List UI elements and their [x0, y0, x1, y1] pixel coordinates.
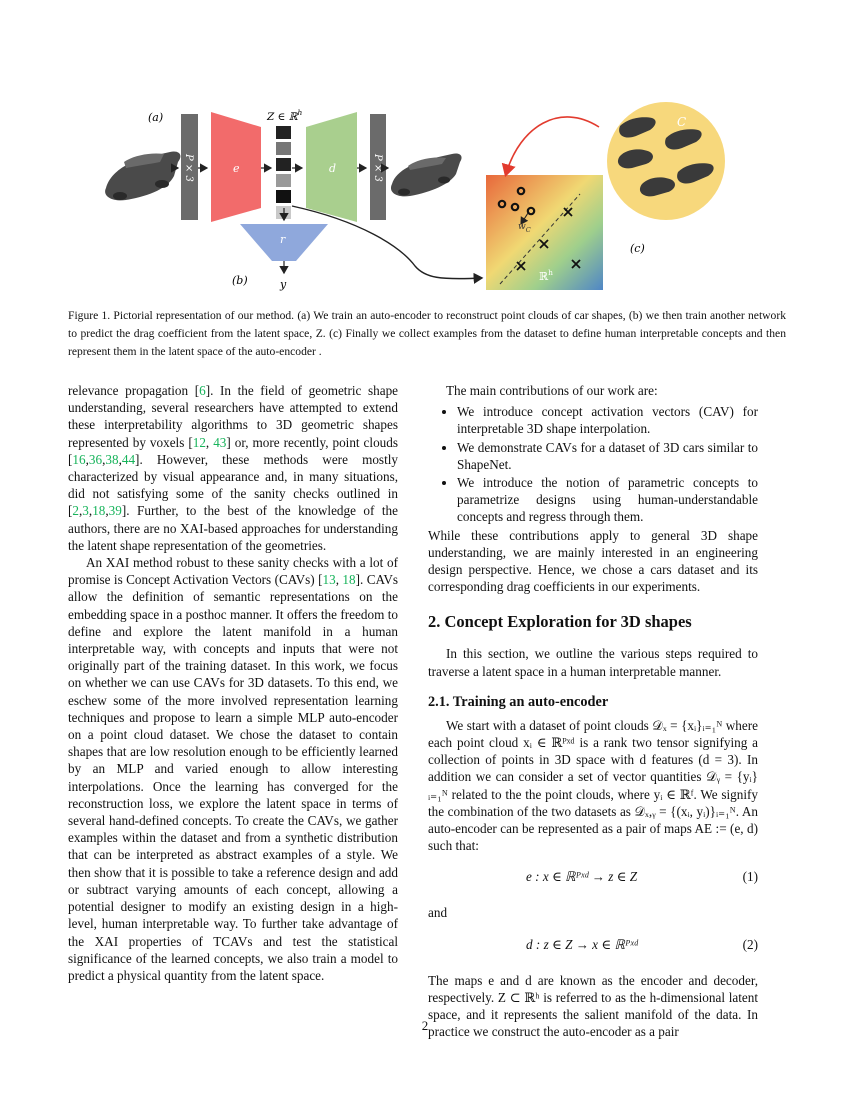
citation-link[interactable]: 6 [199, 383, 206, 398]
equation-number: (1) [742, 869, 758, 885]
contributions-outro: While these contributions apply to general 3D shape understanding, we are mainly interested in an engineering design perspective. Hence, we chose a cars dataset and its corresponding drag coefficients in our experiments. [428, 527, 758, 595]
figure-label-b: (b) [232, 274, 248, 287]
list-item: • We introduce the notion of parametric concepts to parametrize designs using human-understandable concepts and regress through them. [457, 474, 758, 526]
y-label: y [280, 278, 287, 291]
figure-label-a: (a) [148, 111, 164, 124]
paragraph-related-work: relevance propagation [6]. In the field of geometric shape understanding, several researchers have attempted to extend these interpretability algorithms to 3D geometric shapes represented by voxels [12, 43] or, more recently, point clouds [16,36,38,44]. However, these methods were mostly characterized by visual appearance and, in many situations, did not satisfying some of the sanity checks outlined in [2,3,18,39]. Further, to the best of the knowledge of the authors, there are no XAI-based approaches for understanding the latent shape representation of the geometries. [68, 383, 399, 553]
contributions-list [428, 403, 758, 525]
input-block-label: P × 3 [183, 154, 194, 182]
equation-2 [428, 936, 758, 958]
paragraph-training: We start with a dataset of point clouds 𝒟ₓ = {xᵢ}ᵢ₌₁ᴺ where each point cloud xᵢ ∈ ℝᴾˣᵈ is a rank two tensor signifying a collection of points in 3D space with d features (d = 3). In addition we can consider a set of vector quantities 𝒟ᵧ = {yᵢ}ᵢ₌₁ᴺ related to the the point clouds, where yᵢ ∈ ℝᶠ. We signify the combination of the two datasets as 𝒟ₓ,ᵧ = {(xᵢ, yᵢ)}ᵢ₌₁ᴺ. An auto-encoder can be represented as a pair of maps AE := (e, d) such that: [428, 717, 758, 854]
paragraph-maps: The maps e and d are known as the encoder and decoder, respectively. Z ⊂ ℝʰ is referred to as the h-dimensional latent space, and it represents the salient manifold of the data. In practice we construct the auto-encoder as a pair [428, 972, 758, 1040]
citation-link[interactable]: 44 [121, 451, 136, 467]
concept-vector-label: $w_C$ [518, 222, 531, 234]
encoder-label: e [233, 162, 240, 175]
section-heading: 2. Concept Exploration for 3D shapes [428, 612, 692, 632]
input-car-icon [105, 151, 180, 200]
citation-link[interactable]: 36 [88, 451, 103, 467]
method-figure [80, 96, 780, 296]
citation-link[interactable]: 43 [213, 434, 227, 450]
citation-link[interactable]: 16 [72, 451, 86, 467]
contributions-intro: The main contributions of our work are: [446, 383, 658, 398]
citation-link[interactable]: 2 [72, 503, 79, 519]
connector-text: and [428, 905, 448, 921]
equation-1 [428, 868, 758, 890]
citation-link[interactable]: 12 [192, 434, 206, 450]
equation-body: e : x ∈ ℝᴾˣᵈ → z ∈ Z [526, 869, 638, 885]
output-block-label: P × 3 [372, 154, 383, 182]
left-column [68, 382, 398, 984]
citation-link[interactable]: 18 [342, 572, 356, 588]
citation-link[interactable]: 38 [105, 451, 119, 467]
figure-label-c: (c) [630, 242, 645, 255]
figure-caption: Figure 1. Pictorial representation of our method. (a) We train an auto-encoder to reconstruct point clouds of car shapes, (b) we then train another network to predict the drag coefficient from the latent space, Z. (c) Finally we collect examples from the dataset to define human interpretable concepts and then represent them in the latent space of the auto-encoder . [68, 309, 786, 358]
right-column [428, 382, 758, 1040]
section-intro: In this section, we outline the various steps required to traverse a latent space in a human interpretable manner. [428, 646, 758, 679]
concept-label: C [677, 115, 687, 129]
list-item: • We demonstrate CAVs for a dataset of 3D cars similar to ShapeNet. [457, 439, 758, 473]
latent-space-label: ℝ$^h$ [539, 268, 553, 283]
latent-vector [276, 126, 291, 219]
citation-link[interactable]: 3 [82, 503, 89, 519]
list-item: • We introduce concept activation vectors (CAV) for interpretable 3D shape interpolation. [457, 403, 758, 437]
page-number: 2 [421, 1018, 429, 1033]
subsection-heading: 2.1. Training an auto-encoder [428, 693, 609, 710]
citation-link[interactable]: 39 [108, 503, 122, 519]
equation-number: (2) [742, 936, 758, 952]
citation-link[interactable]: 18 [92, 503, 106, 519]
citation-link[interactable]: 13 [322, 572, 336, 588]
output-car-icon [391, 153, 462, 196]
decoder-label: d [329, 162, 337, 175]
equation-body: d : z ∈ Z → x ∈ ℝᴾˣᵈ [526, 936, 638, 952]
paragraph-cav: An XAI method robust to these sanity checks with a lot of promise is Concept Activation Vectors (CAVs) [13, 18]. CAVs allow the definition of semantic representations on the embedding space in a posthoc manner. It offers the freedom to define and explore the latent manifold in a human interpretable way, with concepts and inputs that were not originally part of the training dataset. In this work, we focus on whether we can use CAVs for 3D datasets. To this end, we eschew some of the more involved representation learning techniques and propose to learn a simple MLP auto-encoder on a point cloud dataset. We chose the dataset to contain shapes that are low resolution enough to be efficiently learned by an MLP and varied enough to allow interesting interpolations. Once the learning has converged for the reconstruction loss, we explore the latent space in terms of several hand-defined concepts. To create the CAVs, we gather examples within the dataset and from a synthetic distribution that can be interpreted as abstract examples of a style. We then show that it is possible to take a reference design and add or subtract varying amounts of each concept, allowing a potential designer to modify an existing design in a high-level, human interpretable way. To further take advantage of the XAI properties of TCAVs and test the statistical significance of the learned concepts, we also train a model to predict a physical quantity from the latent space. [68, 555, 398, 983]
regressor-label: r [280, 233, 286, 246]
latent-label: Z ∈ ℝ$^h$ [267, 108, 303, 123]
